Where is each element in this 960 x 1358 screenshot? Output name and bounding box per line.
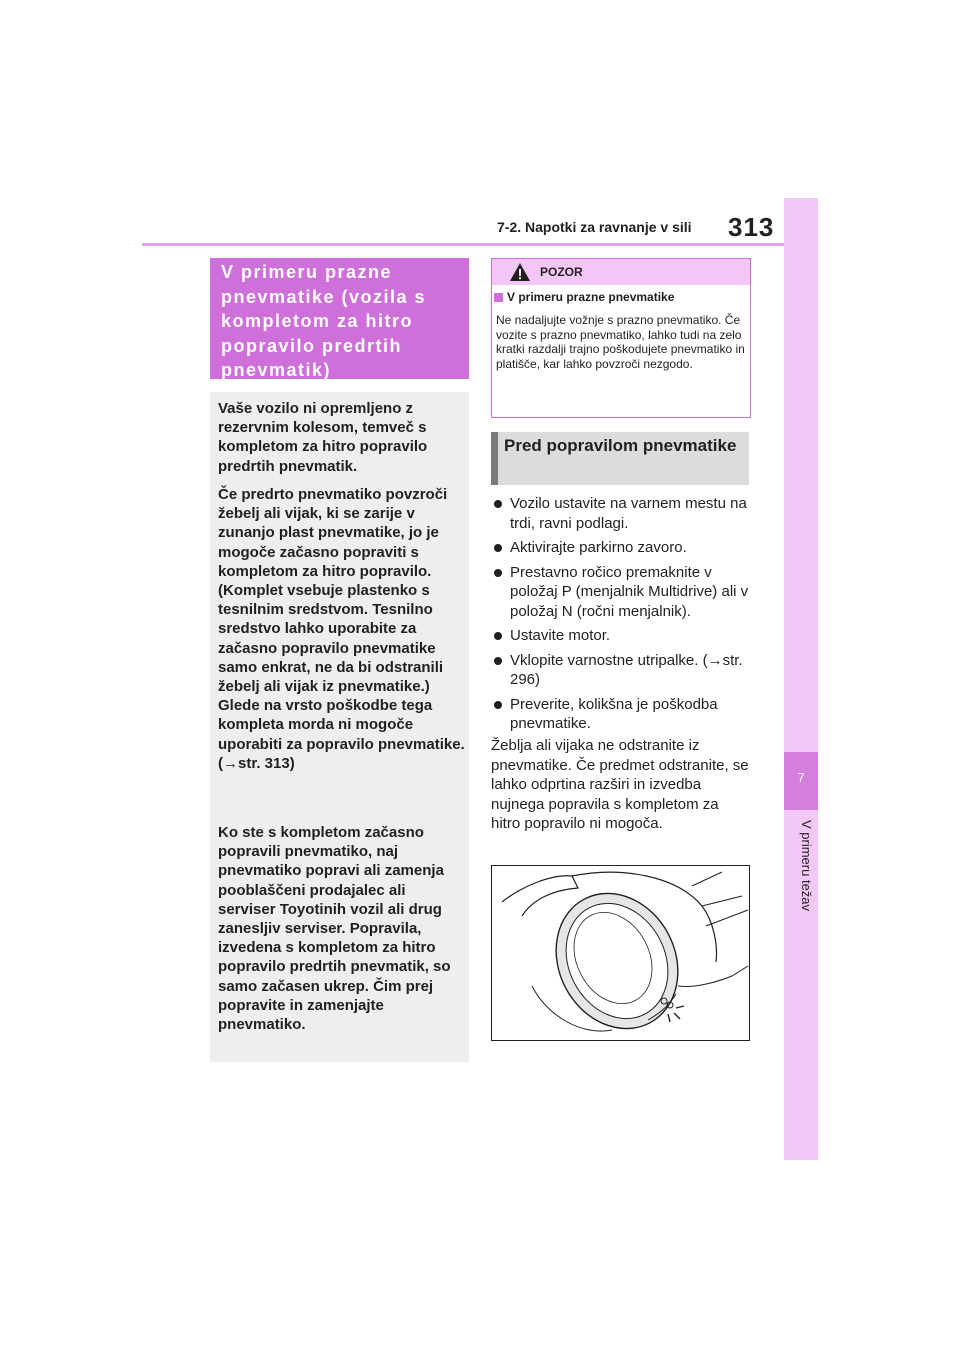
tire-illustration-frame xyxy=(491,865,750,1041)
chapter-number: 7 xyxy=(797,770,805,785)
section-heading-bar xyxy=(491,432,498,485)
bullet-dot-icon xyxy=(494,701,502,709)
warning-title: POZOR xyxy=(540,265,583,279)
list-item: Ustavite motor. xyxy=(493,626,751,646)
left-paragraph-1: Vaše vozilo ni opremljeno z rezervnim kolesom, temveč s kompletom za hitro popravilo predrtih pnevmatik. xyxy=(218,400,428,475)
bullet-dot-icon xyxy=(494,569,502,577)
step-list xyxy=(493,494,751,739)
left-paragraph-2: Če predrto pnevmatiko povzroči žebelj ali vijak, ki se zarije v zunanjo plast pnevmatike, jo je mogoče začasno popraviti s kompletom za hitro popravilo. (Komplet vsebuje plastenko s tesnilnim sredstvom. Tesnilno sredstvo lahko uporabite za začasno popravilo pnevmatike samo enkrat, ne da bi odstranili žebelj ali vijak iz pnevmatike.) Glede na vrsto poškodbe tega kompleta morda ni mogoče uporabiti za popravilo pnevmatike. (→str. 313) xyxy=(218,486,465,772)
bullet-dot-icon xyxy=(494,544,502,552)
chapter-title: V primeru težav xyxy=(799,820,814,912)
list-item: Vklopite varnostne utripalke. (→str. 296) xyxy=(493,651,751,690)
square-bullet-icon xyxy=(494,293,503,302)
warning-triangle-icon xyxy=(509,262,531,282)
list-item: Preverite, kolikšna je poškodba pnevmatike. xyxy=(493,695,751,734)
punctured-tire-illustration xyxy=(492,866,749,1040)
left-paragraph-3: Ko ste s kompletom začasno popravili pnevmatiko, naj pnevmatiko popravi ali zamenja pooblaščeni prodajalec ali serviser Toyotinih vozil ali drug zanesljiv serviser. Popravila, izvedena s kompletom za hitro popravilo predrtih pnevmatik, so samo začasen ukrep. Čim prej popravite in zamenjajte pnevmatiko. xyxy=(218,824,451,1034)
list-item: Aktivirajte parkirno zavoro. xyxy=(493,538,751,558)
list-item: Vozilo ustavite na varnem mestu na trdi, ravni podlagi. xyxy=(493,494,751,533)
chapter-side-tab xyxy=(784,198,818,1160)
bullet-dot-icon xyxy=(494,632,502,640)
section-heading: Pred popravilom pnevmatike xyxy=(504,436,737,455)
warning-subheading: V primeru prazne pnevmatike xyxy=(507,290,675,304)
header-rule xyxy=(142,243,784,246)
bullet-dot-icon xyxy=(494,657,502,665)
bullet-dot-icon xyxy=(494,500,502,508)
warning-body: Ne nadaljujte vožnje s prazno pnevmatiko. Če vozite s prazno pnevmatiko, lahko tudi na zelo kratki razdalji trajno poškodujete pnevmatiko in platišče, kar lahko povzroči nezgodo. xyxy=(496,313,745,371)
list-item: Prestavno ročico premaknite v položaj P (menjalnik Multidrive) ali v položaj N (ročni menjalnik). xyxy=(493,563,751,622)
page-number: 313 xyxy=(728,212,775,242)
closing-paragraph: Žeblja ali vijaka ne odstranite iz pnevmatike. Če predmet odstranite, se lahko odprtina razširi in izvedba nujnega popravila s kompletom za hitro popravilo ni mogoča. xyxy=(491,737,749,832)
left-heading: V primeru prazne pnevmatike (vozila s kompletom za hitro popravilo predrtih pnevmatik) xyxy=(221,262,427,380)
section-title: 7-2. Napotki za ravnanje v sili xyxy=(497,219,692,235)
